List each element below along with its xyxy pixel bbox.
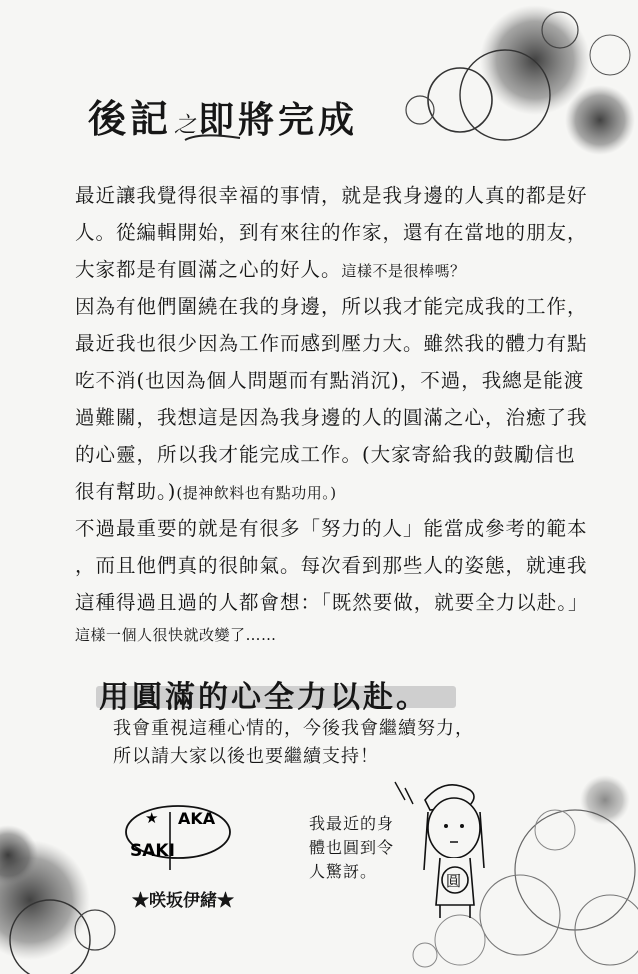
- paragraph-text: 大家都是有圓滿之心的好人。: [75, 258, 342, 281]
- author-signature: ★咲坂伊緒★: [132, 891, 234, 911]
- character-badge: 圓: [446, 872, 462, 890]
- closing-line: 我會重視這種心情的，今後我會繼續努力，: [113, 718, 474, 739]
- paragraph-aside: (提神飲料也有點功用。): [176, 484, 337, 502]
- title-link: 之: [174, 113, 197, 138]
- paragraph-line: 不過最重要的就是有很多「努力的人」能當成參考的範本: [75, 517, 588, 540]
- paragraph-aside: 這樣不是很棒嗎？: [341, 262, 466, 280]
- paragraph-line: 最近讓我覺得很幸福的事情，就是我身邊的人真的都是好: [75, 184, 588, 207]
- paragraph-line: ，而且他們真的很帥氣。每次看到那些人的姿態，就連我: [75, 554, 588, 577]
- speech-line: 我最近的身: [309, 814, 395, 833]
- paragraph-line: 最近我也很少因為工作而感到壓力大。雖然我的體力有點: [75, 332, 588, 355]
- signature-left: SAKI: [130, 841, 175, 861]
- paragraph-line: 因為有他們圍繞在我的身邊，所以我才能完成我的工作，: [75, 295, 588, 318]
- speech-line: 人驚訝。: [309, 862, 378, 881]
- paragraph-line: 這樣一個人很快就改變了……: [75, 626, 277, 644]
- paragraph-line: 人。從編輯開始，到有來往的作家，還有在當地的朋友，: [75, 221, 588, 244]
- paragraph-text: 很有幫助。): [75, 480, 177, 503]
- paragraph-line: 這種得過且過的人都會想：「既然要做，就要全力以赴。」: [75, 591, 589, 614]
- title-main: 後記: [88, 97, 173, 141]
- speech-line: 體也圓到令: [309, 838, 395, 857]
- signature-star: ★: [145, 809, 159, 827]
- paragraph-line: 的心靈，所以我才能完成工作。(大家寄給我的鼓勵信也: [75, 443, 576, 466]
- title-rest: 即將完成: [198, 100, 359, 141]
- paragraph-line: 吃不消(也因為個人問題而有點消沉)，不過，我總是能渡: [75, 369, 585, 392]
- paragraph-line: 過難關，我想這是因為我身邊的人的圓滿之心，治癒了我: [75, 406, 588, 429]
- closing-line: 所以請大家以後也要繼續支持！: [113, 746, 379, 767]
- signature-top: AKA: [178, 809, 216, 828]
- banner-heading: 用圓滿的心全力以赴。: [99, 680, 429, 715]
